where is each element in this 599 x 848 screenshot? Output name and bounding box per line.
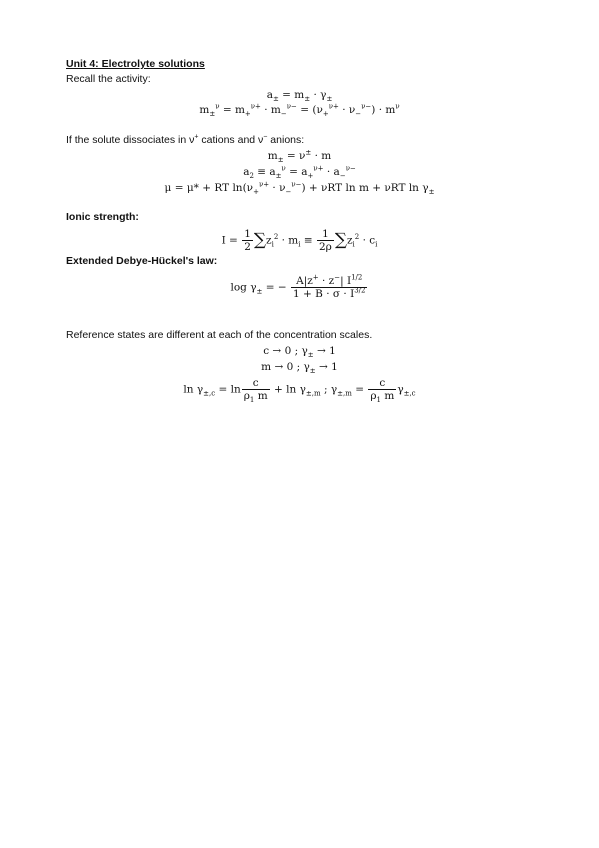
eq-gamma-conversion: $\ln \gamma_{\pm,c} = \ln$ $\frac{c}{\rho_1 m}$ + $\ln \gamma_{\pm,m}$ ; $\gamma_{\pm,m}$ = $\frac{c}{\rho_1 m}$ $\gamma_{\pm,c}$ <box>183 377 416 405</box>
dissociation-text: If the solute dissociates in ν+ cations and ν− anions: <box>66 133 305 146</box>
eq-chemical-potential: μ = μ* + RT $\ln(\nu_+^{\nu+} \cdot \nu_-^{\nu-}) + \nu RT$ ln m + νRT $\ln \gamma_\pm$ <box>164 180 435 197</box>
unit-title: Unit 4: Electrolyte solutions <box>66 58 205 70</box>
eq-a2: $a_2 \equiv a_\pm^\nu = a_+^{\nu+} \cdot a_-^{\nu-}$ <box>243 164 356 181</box>
recall-text: Recall the activity: <box>66 73 151 85</box>
eq-mean-molality: $m_\pm^\nu = m_+^{\nu+} \cdot m_-^{\nu-} = (\nu_+^{\nu+} \cdot \nu_-^{\nu-}) \cdot m^\nu$ <box>199 102 400 119</box>
reference-states-text: Reference states are different at each of the concentration scales. <box>66 329 373 341</box>
ionic-strength-heading: Ionic strength: <box>66 211 139 223</box>
eq-ionic-strength: I = $\frac{1}{2}$ $\sum z_i^2 \cdot m_i$ ≡ $\frac{1}{2\rho}$ $\sum z_i^2 \cdot c_i$ <box>221 228 378 253</box>
eq-debye-huckel: $\log \gamma_\pm$ = − $\frac{A|z^+ \cdot z^-| I^{1/2}}{1 + B \cdot \sigma \cdot I^{3/2}}$ <box>230 273 366 300</box>
eq-m-limit: m → 0 ; $\gamma_\pm \to 1$ <box>261 361 338 376</box>
eq-m-pm: $m_\pm = \nu^\pm \cdot m$ <box>267 148 332 165</box>
eq-c-limit: c → 0 ; $\gamma_\pm \to 1$ <box>263 345 336 360</box>
eq-activity: $a_\pm = m_\pm \cdot \gamma_\pm$ <box>266 89 333 104</box>
debye-huckel-heading: Extended Debye-Hückel's law: <box>66 255 218 267</box>
